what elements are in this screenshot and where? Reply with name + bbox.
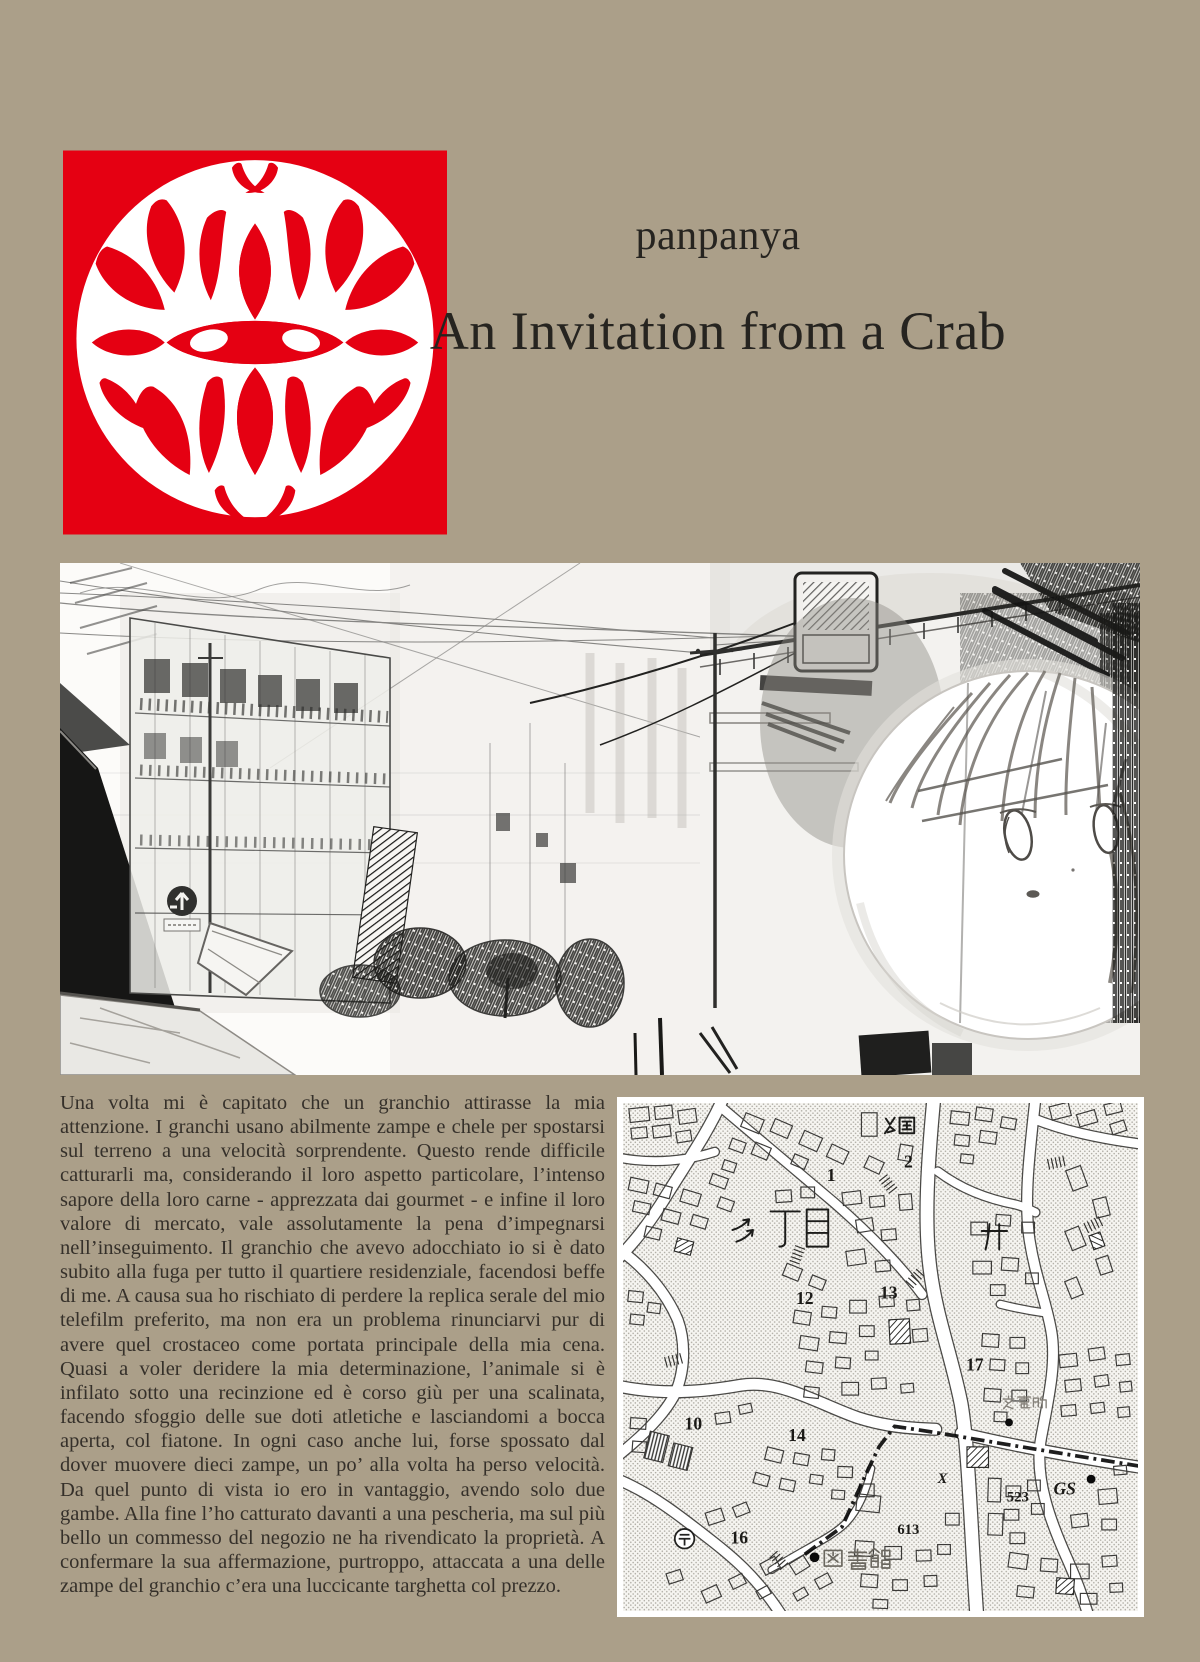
map-number: 14 <box>788 1425 806 1446</box>
map-number: 13 <box>880 1282 898 1303</box>
street-sketch-illustration <box>60 563 1140 1075</box>
crab-flower-emblem-icon <box>63 145 447 540</box>
right-edge-scribble <box>1112 603 1140 1023</box>
map-x-mark: X <box>937 1471 948 1488</box>
map-number: 1 <box>826 1165 836 1186</box>
map-number: 17 <box>966 1354 984 1375</box>
map-number: 10 <box>684 1413 703 1434</box>
neighborhood-map-drawing <box>623 1103 1138 1611</box>
map-lot-number: 613 <box>897 1521 920 1538</box>
map-lot-number: 523 <box>1006 1489 1029 1506</box>
neighborhood-map <box>617 1097 1144 1617</box>
post-office-icon <box>675 1529 695 1549</box>
publisher-logo <box>63 145 447 540</box>
book-title: An Invitation from a Crab <box>429 301 1007 361</box>
map-number: 2 <box>903 1151 913 1172</box>
map-number: 12 <box>795 1288 814 1309</box>
map-gas-station-label: GS <box>1053 1478 1076 1499</box>
author-name: panpanya <box>635 213 801 259</box>
street-sketch <box>60 563 1140 1075</box>
map-number: 16 <box>730 1527 749 1548</box>
synopsis-text: Una volta mi è capitato che un granchio attirasse la mia attenzione. I granchi usano abilmente zampe e chele per spostarsi sul terreno a una velocità sorprendente. Questo rende difficile catturarli ma, considerando il loro aspetto particolare, l’intenso sapore della loro carne - apprezzata dai gourmet - e infine il loro valore di mercato, vale assolutamente la pena d’impegnarsi nell’inseguimento. Il granchio che avevo adocchiato io si è dato subito alla fuga per tutto il quartiere residenziale, facendosi beffe di me. A causa sua ho rischiato di perdere la replica serale del mio telefilm preferito, ma non era un problema rinunciarvi pur di avere quel crostaceo come portata principale della mia cena. Quasi a voler deridere la mia determinazione, l’animale si è infilato sotto una recinzione ed è corso giù per una scalinata, facendo sfoggio delle sue doti atletiche e lasciandomi a bocca aperta, col fiatone. In ogni caso anche lui, forse spossato dal dover muovere dieci zampe, un po’ alla volta ha perso velocità. Da quel punto di vista io ero in vantaggio, avendo solo due gambe. Alla fine l’ho catturato davanti a una pescheria, ma sul più bello un commesso del negozio ne ha rivendicato la proprietà. A confermare la sua affermazione, purtroppo, attaccata a una delle zampe del granchio c’era una luccicante targhetta col prezzo. <box>60 1092 605 1598</box>
